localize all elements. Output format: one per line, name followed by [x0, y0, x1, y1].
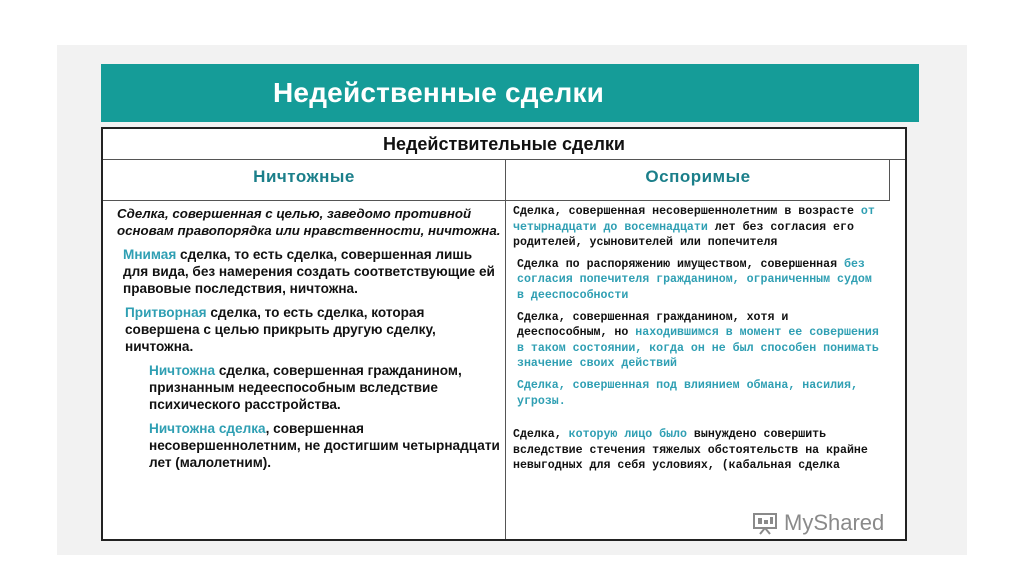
- table-divider: [889, 160, 890, 200]
- item-highlight: без согласия попечителя гражданином, ограниченным судом в дееспособности: [517, 257, 872, 302]
- item-text: лет без согласия его родителей, усыновителей или попечителя: [513, 220, 854, 250]
- list-item: [117, 304, 501, 355]
- voidable-deals-column: [513, 204, 883, 480]
- item-text: Сделка, совершенная несовершеннолетним в возрасте: [513, 205, 861, 218]
- item-highlight: находившимся в момент ее совершения в таком состоянии, когда он не был способен понимать значение своих действий: [517, 326, 879, 371]
- list-item: [513, 427, 883, 474]
- table-title: Недействительные сделки: [103, 129, 905, 160]
- item-text: Сделка,: [513, 428, 569, 442]
- list-item: [513, 257, 883, 304]
- item-text: сделка, то есть сделка, совершенная лишь для вида, без намерения создать соответствующие ей правовые последствия, ничтожна.: [123, 247, 495, 296]
- list-item: [513, 310, 883, 372]
- item-text: Сделка, совершенная гражданином, хотя и дееспособным, но: [517, 310, 789, 340]
- column-divider: [505, 200, 506, 539]
- column-header-void: Ничтожные: [103, 160, 506, 201]
- comparison-table: [101, 127, 907, 541]
- list-item: [117, 420, 501, 471]
- list-item: [117, 362, 501, 413]
- list-item: [513, 204, 883, 251]
- item-keyword: Ничтожна сделка: [149, 421, 266, 436]
- list-item: [513, 378, 883, 409]
- item-text: , совершенная несовершеннолетним, не достигшим четырнадцати лет (малолетним).: [149, 421, 500, 470]
- myshared-watermark: [752, 508, 884, 538]
- item-keyword: Мнимая: [123, 247, 177, 262]
- item-text: вынуждено совершить вследствие стечения тяжелых обстоятельств на крайне невыгодных для себя условиях, (кабальная сделка: [513, 428, 868, 473]
- void-intro-text: Сделка, совершенная с целью, заведомо противной основам правопорядка или нравственности, ничтожна.: [117, 206, 501, 238]
- item-text: Сделка по распоряжению имуществом, совершенная: [517, 257, 844, 271]
- presentation-board-icon: [752, 511, 778, 535]
- list-item: [117, 246, 501, 297]
- column-header-voidable: Оспоримые: [506, 160, 890, 201]
- void-deals-column: [117, 206, 501, 478]
- item-keyword: Ничтожна: [149, 363, 216, 378]
- item-text: сделка, то есть сделка, которая совершена с целью прикрыть другую сделку, ничтожна.: [125, 305, 436, 354]
- item-highlight: которую лицо было: [568, 428, 687, 442]
- slide-title: Недейственные сделки: [273, 77, 605, 108]
- watermark-text: MyShared: [784, 510, 885, 535]
- item-highlight: Сделка, совершенная под влиянием обмана, насилия, угрозы.: [517, 378, 858, 408]
- slide-title-banner: [101, 64, 919, 122]
- item-highlight: от четырнадцати до восемнадцати: [513, 205, 875, 234]
- item-keyword: Притворная: [125, 305, 207, 320]
- item-text: сделка, совершенная гражданином, признанным недееспособным вследствие психического расстройства.: [149, 363, 462, 412]
